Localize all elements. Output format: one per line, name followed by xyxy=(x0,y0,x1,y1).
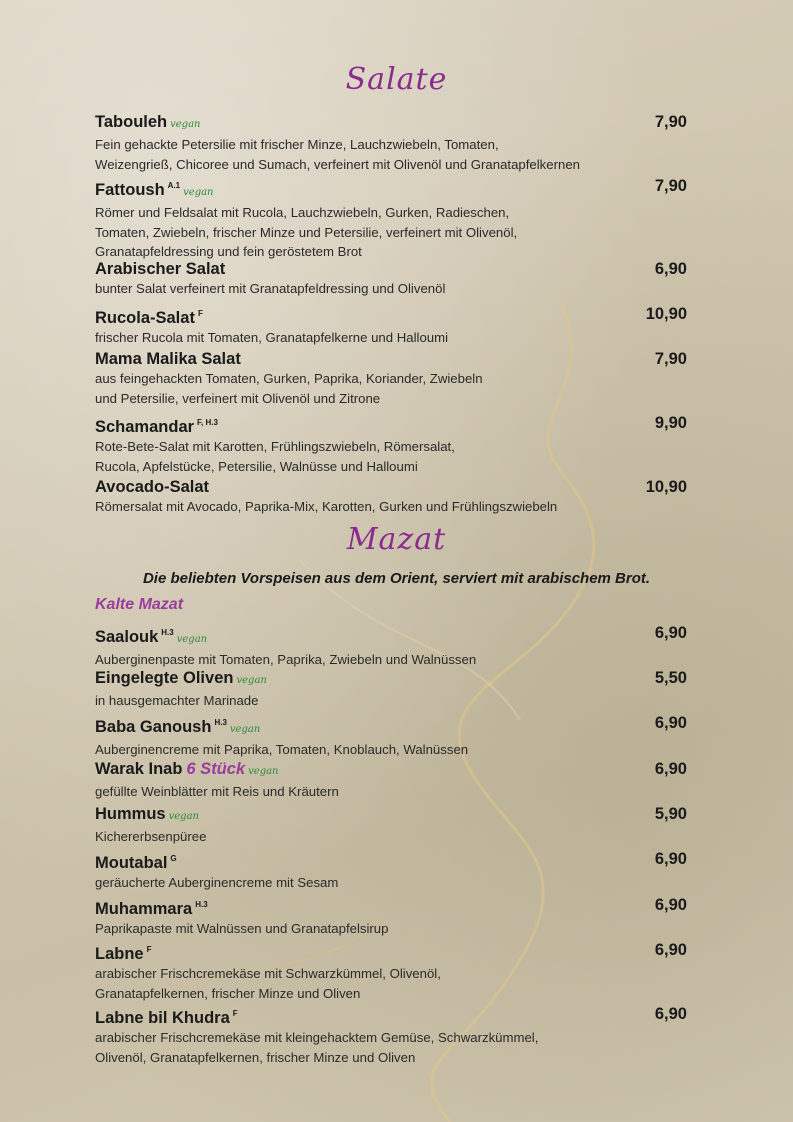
menu-item xyxy=(95,1004,687,1067)
menu-item xyxy=(95,804,687,847)
vegan-label: vegan xyxy=(176,634,208,645)
menu-item xyxy=(95,176,687,262)
allergen-code: F xyxy=(232,1009,238,1018)
item-name: Labne bil Khudra xyxy=(95,1009,230,1027)
item-name: Labne xyxy=(95,945,144,963)
item-price: 7,90 xyxy=(654,350,687,368)
vegan-label: vegan xyxy=(168,811,199,822)
vegan-label: vegan xyxy=(236,675,267,686)
item-name: Eingelegte Oliven xyxy=(95,669,234,687)
item-name: Fattoush xyxy=(95,181,165,199)
item-price: 9,90 xyxy=(654,414,687,432)
item-name: Tabouleh xyxy=(95,113,168,131)
item-name: Arabischer Salat xyxy=(95,260,226,278)
item-price: 6,90 xyxy=(654,941,687,959)
section-tagline: Die beliebten Vorspeisen aus dem Orient, serviert mit arabischem Brot. xyxy=(142,570,651,587)
allergen-code: F, H.3 xyxy=(197,418,218,427)
vegan-label: vegan xyxy=(229,724,261,735)
item-description: frischer Rucola mit Tomaten, Granatapfelkerne und Halloumi xyxy=(95,330,449,345)
item-name: Saalouk xyxy=(95,628,159,646)
item-price: 6,90 xyxy=(654,260,687,278)
item-description: Fein gehackte Petersilie mit frischer Minze, Lauchzwiebeln, Tomaten, Weizengrieß, Chicoree und Sumach, verfeinert mit Olivenöl und Granatapfelkernen xyxy=(95,137,581,172)
allergen-code: F xyxy=(197,309,203,318)
menu-item xyxy=(95,112,687,174)
item-description: Rote-Bete-Salat mit Karotten, Frühlingszwiebeln, Römersalat, Rucola, Apfelstücke, Petersilie, Walnüsse und Halloumi xyxy=(95,439,455,474)
menu-item xyxy=(95,940,687,1003)
item-description: gefüllte Weinblätter mit Reis und Kräutern xyxy=(95,784,339,799)
item-price: 7,90 xyxy=(654,177,687,195)
item-price: 6,90 xyxy=(654,624,687,642)
allergen-code: H.3 xyxy=(214,718,227,727)
vegan-label: vegan xyxy=(183,187,214,198)
menu-item xyxy=(95,413,687,476)
item-description: Auberginenpaste mit Tomaten, Paprika, Zwiebeln und Walnüssen xyxy=(95,652,477,667)
item-price: 10,90 xyxy=(645,305,687,323)
item-description: Römersalat mit Avocado, Paprika-Mix, Karotten, Gurken und Frühlingszwiebeln xyxy=(95,499,558,514)
item-price: 5,50 xyxy=(654,669,687,687)
allergen-code: H.3 xyxy=(195,900,208,909)
menu-item xyxy=(95,759,687,802)
item-description: arabischer Frischcremekäse mit Schwarzkümmel, Olivenöl, Granatapfelkernen, frischer Minze und Oliven xyxy=(95,966,441,1001)
item-name: Schamandar xyxy=(95,418,195,436)
item-name: Warak Inab xyxy=(95,760,183,778)
item-description: bunter Salat verfeinert mit Granatapfeldressing und Olivenöl xyxy=(95,281,446,296)
menu-item xyxy=(95,623,687,670)
menu-item xyxy=(95,713,687,760)
item-description: in hausgemachter Marinade xyxy=(95,693,259,708)
item-portion: 6 Stück xyxy=(186,760,246,778)
section-heading-salate: Salate xyxy=(345,62,448,97)
item-description: Römer und Feldsalat mit Rucola, Lauchzwiebeln, Gurken, Radieschen, Tomaten, Zwiebeln, frischer Minze und Petersilie, verfeinert mit Olivenöl, Granatapfeldressing und fein geröstetem Brot xyxy=(95,205,518,259)
item-description: aus feingehackten Tomaten, Gurken, Paprika, Koriander, Zwiebeln und Petersilie, verfeinert mit Olivenöl und Zitrone xyxy=(95,371,483,406)
section-heading-mazat: Mazat xyxy=(346,522,447,557)
allergen-code: G xyxy=(170,854,177,863)
item-name: Muhammara xyxy=(95,900,193,918)
subheading-kalte-mazat: Kalte Mazat xyxy=(95,596,184,613)
item-price: 6,90 xyxy=(654,896,687,914)
menu-item xyxy=(95,668,687,711)
item-description: geräucherte Auberginencreme mit Sesam xyxy=(95,875,339,890)
allergen-code: H.3 xyxy=(161,628,174,637)
item-name: Rucola-Salat xyxy=(95,309,195,327)
menu-item xyxy=(95,304,687,348)
item-price: 6,90 xyxy=(654,760,687,778)
menu-item xyxy=(95,349,687,408)
item-price: 5,90 xyxy=(654,805,687,823)
allergen-code: F xyxy=(146,945,152,954)
item-name: Moutabal xyxy=(95,854,168,872)
item-name: Hummus xyxy=(95,805,166,823)
item-price: 6,90 xyxy=(654,1005,687,1023)
item-name: Mama Malika Salat xyxy=(95,350,241,368)
item-price: 6,90 xyxy=(654,714,687,732)
vegan-label: vegan xyxy=(248,766,279,777)
item-description: arabischer Frischcremekäse mit kleingehacktem Gemüse, Schwarzkümmel, Olivenöl, Granatapfelkernen, frischer Minze und Oliven xyxy=(95,1030,539,1065)
menu-item xyxy=(95,849,687,893)
item-price: 7,90 xyxy=(654,113,687,131)
menu-item xyxy=(95,259,687,299)
vegan-label: vegan xyxy=(170,119,201,130)
item-description: Paprikapaste mit Walnüssen und Granatapfelsirup xyxy=(95,921,389,936)
item-name: Avocado-Salat xyxy=(95,478,210,496)
item-description: Kichererbsenpüree xyxy=(95,829,207,844)
menu-item xyxy=(95,477,687,517)
item-name: Baba Ganoush xyxy=(95,718,212,736)
item-description: Auberginencreme mit Paprika, Tomaten, Knoblauch, Walnüssen xyxy=(95,742,469,757)
item-price: 6,90 xyxy=(654,850,687,868)
allergen-code: A.1 xyxy=(167,181,181,190)
item-price: 10,90 xyxy=(645,478,687,496)
menu-item xyxy=(95,895,687,939)
